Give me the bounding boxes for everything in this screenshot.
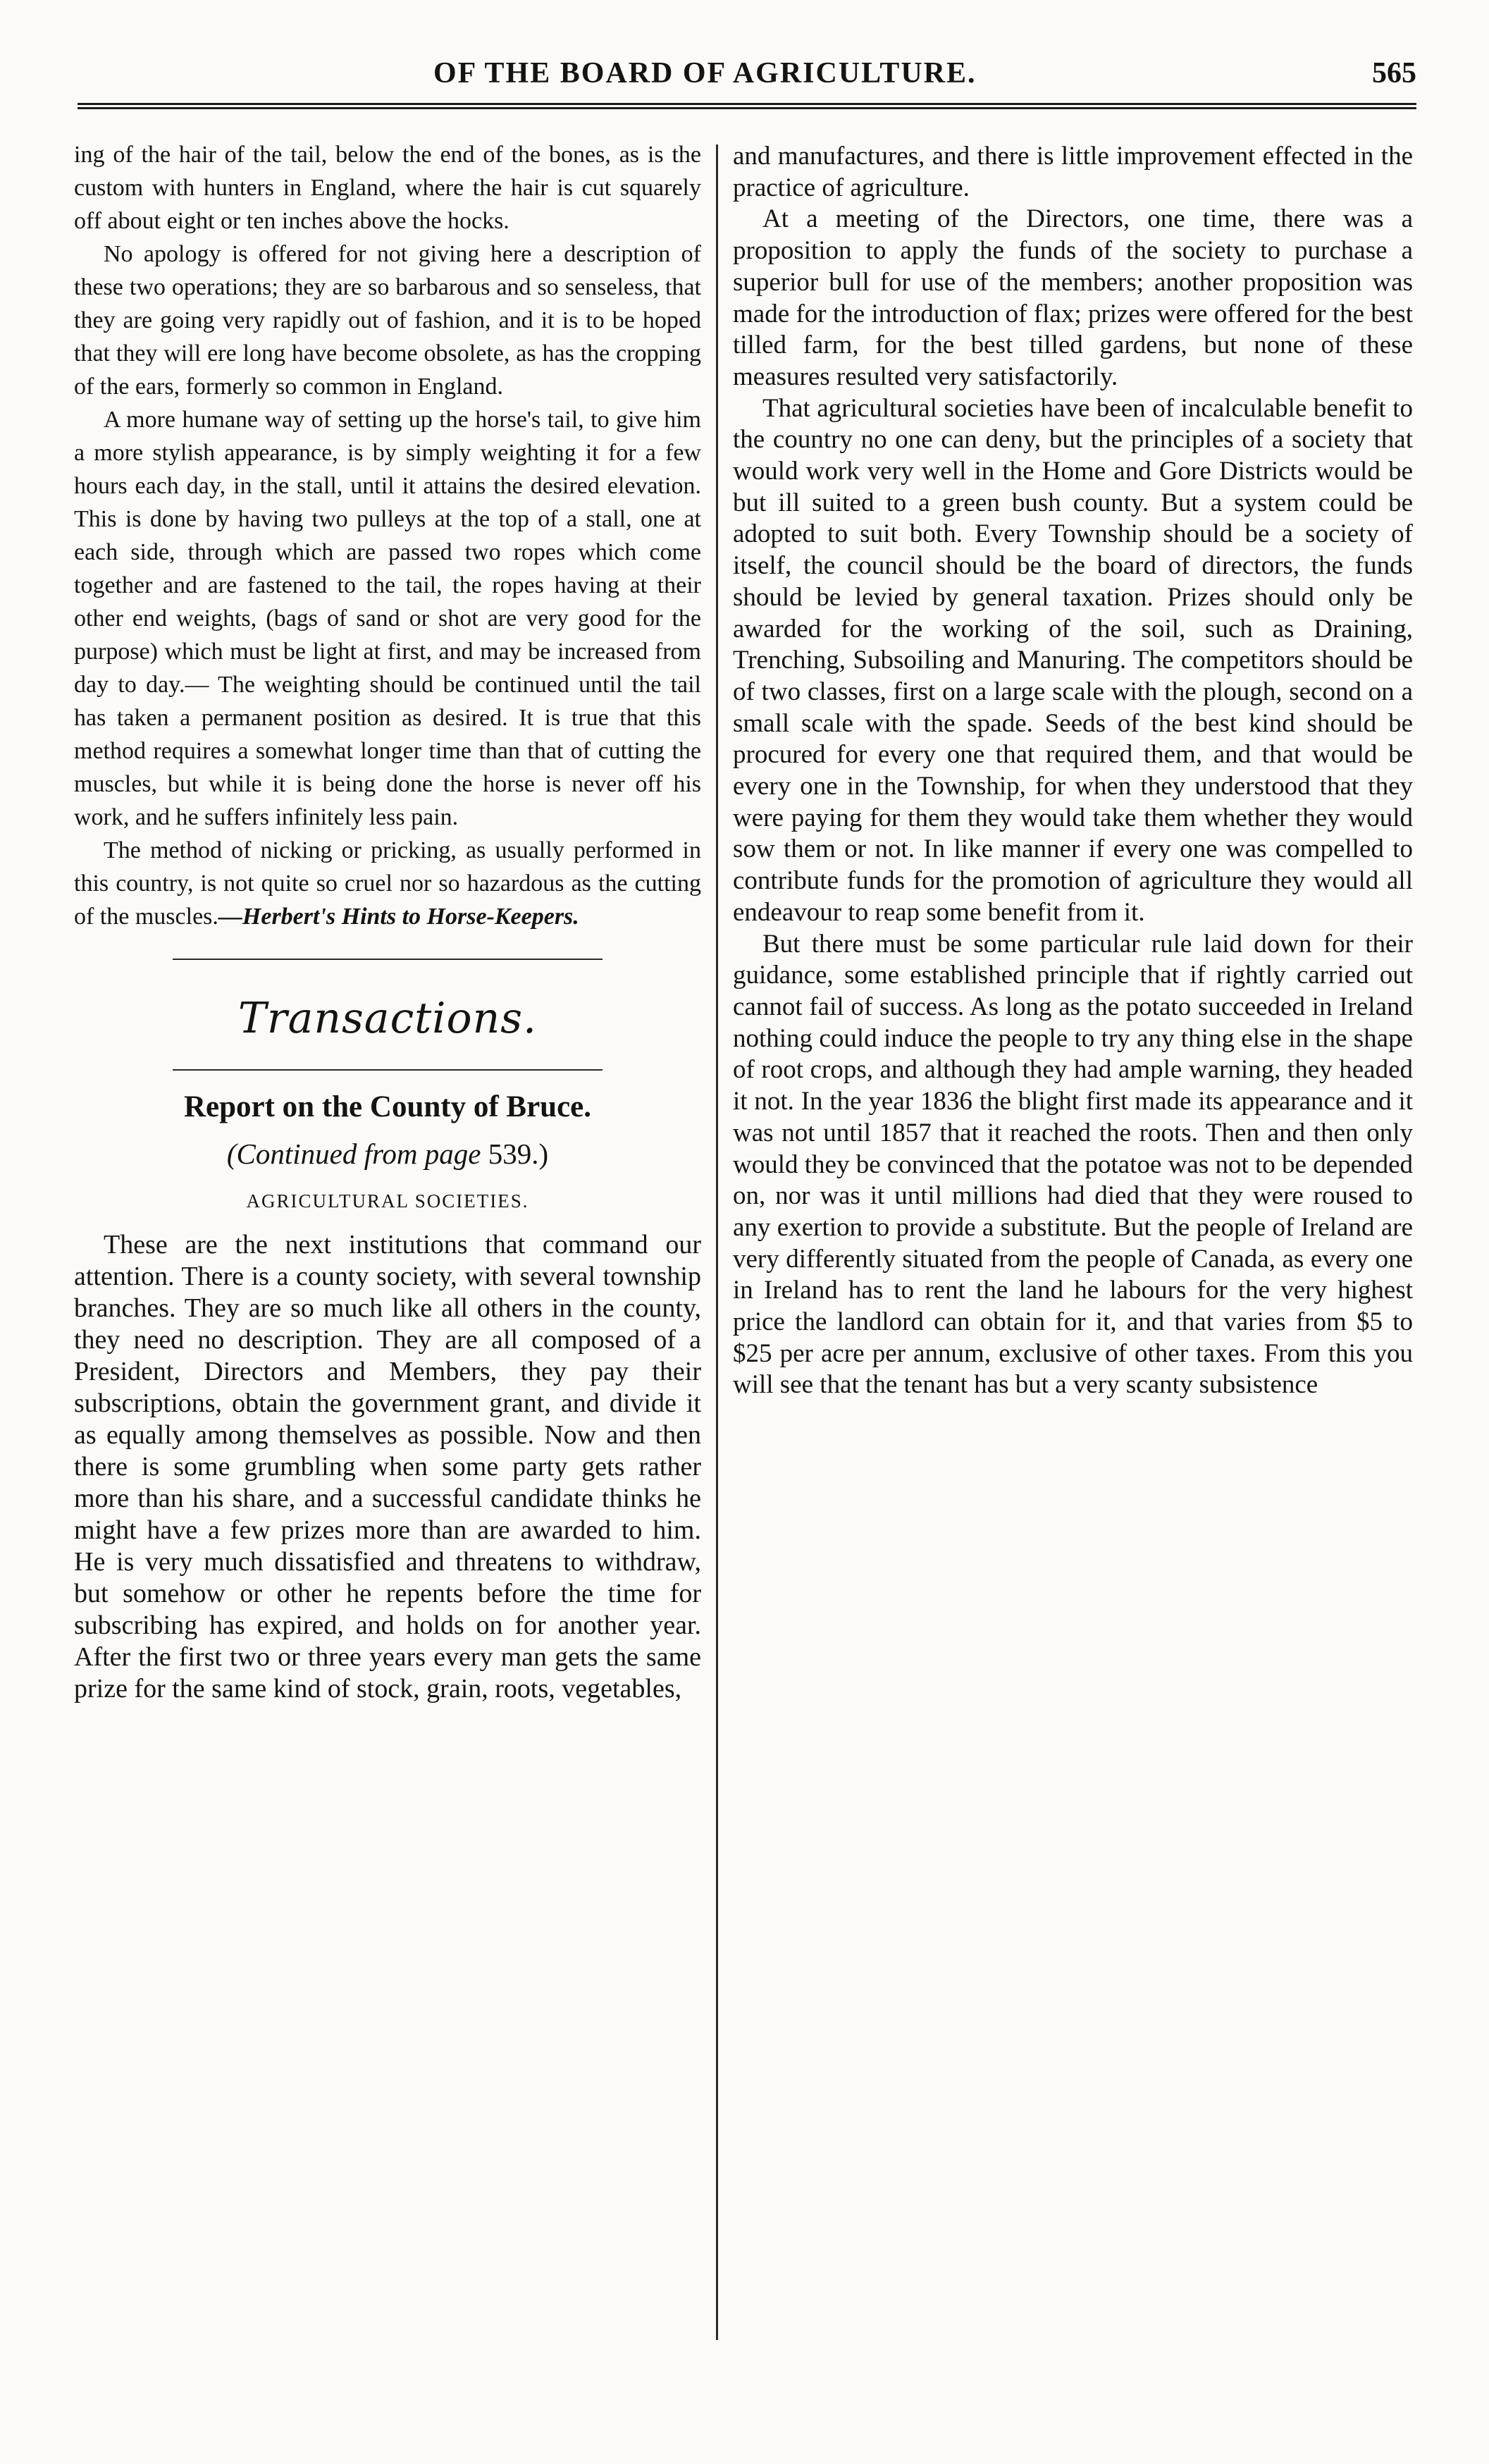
header-rule-bottom xyxy=(78,107,1416,109)
paragraph: ing of the hair of the tail, below the end of the bones, as is the custom with hunters in England, where the hair is cut squarely off about eight or ten inches above the hocks. xyxy=(74,142,701,234)
right-column xyxy=(733,141,1413,1401)
left-column xyxy=(74,138,701,1705)
paragraph-with-citation xyxy=(74,834,701,933)
section-heading: Transactions. xyxy=(237,994,538,1043)
paragraph: and manufactures, and there is little improvement effected in the practice of agriculture. xyxy=(733,142,1413,202)
subsection-heading: AGRICULTURAL SOCIETIES. xyxy=(246,1190,529,1212)
running-head xyxy=(78,51,1416,100)
column-divider xyxy=(716,144,718,2340)
continued-prefix: (Continued from page xyxy=(226,1138,481,1170)
section-rule-bottom xyxy=(173,1069,603,1071)
header-rule-top xyxy=(78,103,1416,105)
paragraph: At a meeting of the Directors, one time, there was a proposition to apply the funds of the society to purchase a superior bull for use of the members; another proposition was made for the introduction of flax; prizes were offered for the best tilled farm, for the best tilled gardens, but none of these measures resulted very satisfactorily. xyxy=(733,204,1413,391)
continued-note xyxy=(74,1138,701,1171)
paragraph: No apology is offered for not giving here a description of these two operations; they are so barbarous and so senseless, that they are going very rapidly out of fashion, and it is to be hoped that they will ere long have become obsolete, as has the cropping of the ears, formerly so common in England. xyxy=(74,241,701,400)
paragraph-text: The method of nicking or pricking, as usually performed in this country, is not quite so cruel nor so hazardous as the cutting of the muscles. xyxy=(74,837,701,930)
paragraph: These are the next institutions that command our attention. There is a county society, with several township branches. They are so much like all others in the county, they need no description. They are all composed of a President, Directors and Members, they pay their subscriptions, obtain the government grant, and divide it as equally among themselves as possible. Now and then there is some grumbling when some party gets rather more than his share, and a successful candidate thinks he might have a few prizes more than are awarded to him. He is very much dissatisfied and threatens to withdraw, but somehow or other he repents before the time for subscribing has expired, and holds on for another year. After the first two or three years every man gets the same prize for the same kind of stock, grain, roots, vegetables, xyxy=(74,1230,701,1704)
paragraph: A more humane way of setting up the horse's tail, to give him a more stylish appearance, is by simply weighting it for a few hours each day, in the stall, until it attains the desired elevation. This is done by having two pulleys at the top of a stall, one at each side, through which are passed two ropes which come together and are fastened to the tail, the ropes having at their other end weights, (bags of sand or shot are very good for the purpose) which must be light at first, and may be increased from day to day.— The weighting should be continued until the tail has taken a permanent position as desired. It is true that this method requires a somewhat longer time than that of cutting the muscles, but while it is being done the horse is never off his work, and he suffers infinitely less pain. xyxy=(74,407,701,830)
paragraph: But there must be some particular rule laid down for their guidance, some established principle that if rightly carried out cannot fail of success. As long as the potato succeeded in Ireland nothing could induce the people to try any thing else in the shape of root crops, and although they had ample warning, they headed it not. In the year 1836 the blight first made its appearance and it was not until 1857 that it reached the roots. Then and then only would they be convinced that the potatoe was not to be depended on, nor was it until millions had died that they were roused to any exertion to provide a substitute. But the people of Ireland are very differently situated from the people of Canada, as every one in Ireland has to rent the land he labours for the very highest price the landlord can obtain for it, and that varies from $5 to $25 per acre per annum, exclusive of other taxes. From this you will see that the tenant has but a very scanty subsistence xyxy=(733,929,1413,1400)
continued-page: 539.) xyxy=(488,1138,549,1170)
running-title: OF THE BOARD OF AGRICULTURE. xyxy=(433,57,977,90)
section-rule-top xyxy=(173,959,603,960)
page-number: 565 xyxy=(1372,57,1416,90)
citation: —Herbert's Hints to Horse-Keepers. xyxy=(218,904,579,930)
paragraph: That agricultural societies have been of incalculable benefit to the country no one can deny, but the principles of a society that would work very well in the Home and Gore Districts would be but ill suited to a green bush county. But a system could be adopted to suit both. Every Township should be a society of itself, the council should be the board of directors, the funds should be levied by general taxation. Prizes should only be awarded for the working of the soil, such as Draining, Trenching, Subsoiling and Manuring. The competitors should be of two classes, first on a large scale with the plough, second on a small scale with the spade. Seeds of the best kind should be procured for every one that required them, and that would be every one in the Township, for when they understood that they were paying for them they would take them whether they would sow them or not. In like manner if every one was compelled to contribute funds for the promotion of agriculture they would all endeavour to reap some benefit from it. xyxy=(733,393,1413,927)
article-title: Report on the County of Bruce. xyxy=(183,1090,592,1123)
article-body xyxy=(74,1229,701,1705)
